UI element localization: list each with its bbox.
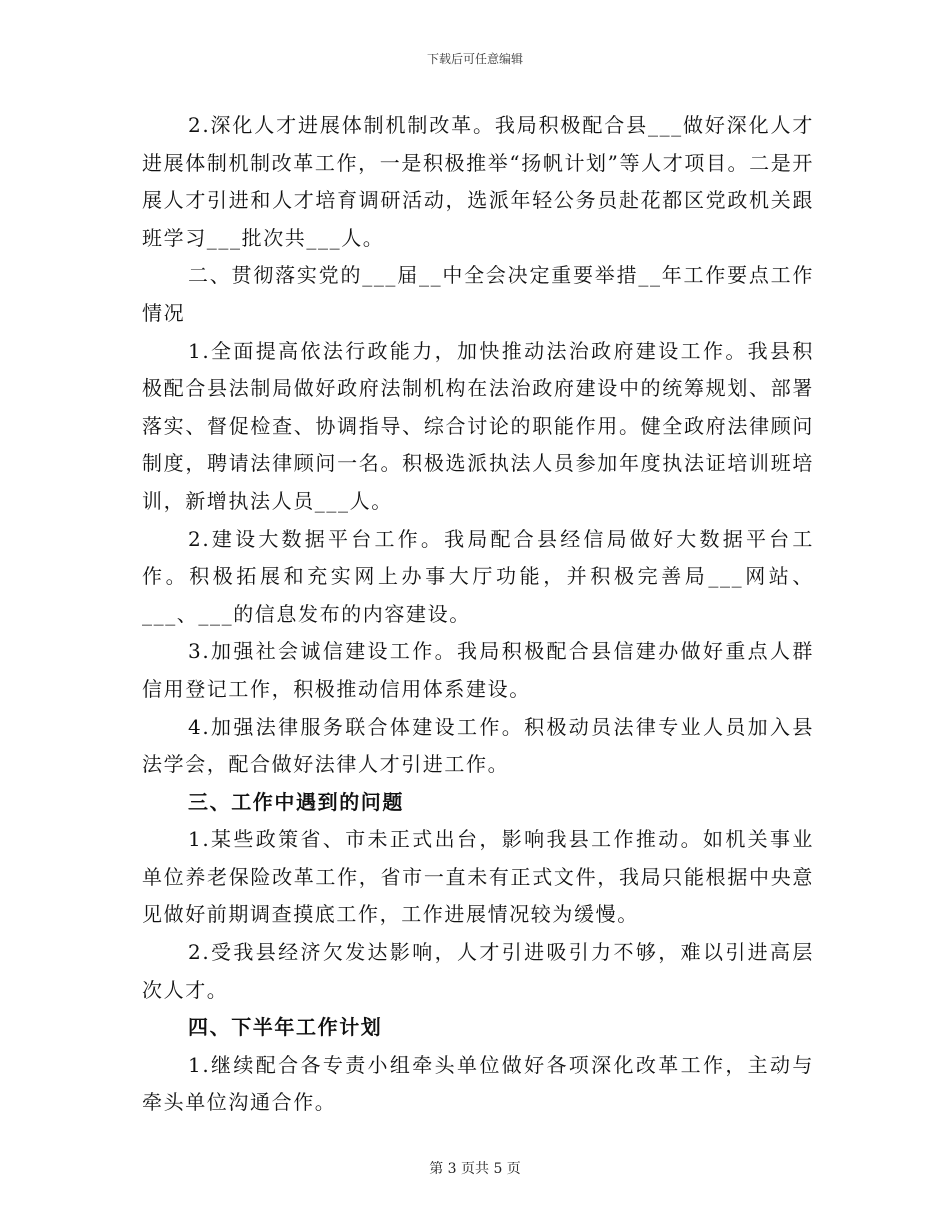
section-heading-problems: 三、工作中遇到的问题: [188, 789, 404, 814]
paragraph-social-credit: 3.加强社会诚信建设工作。我局积极配合县信建办做好重点人群信用登记工作，积极推动信用体系建设。: [142, 639, 814, 701]
section-heading-plan: 四、下半年工作计划: [188, 1015, 383, 1040]
page-header: 下载后可任意编辑: [426, 52, 523, 66]
paragraph-talent-reform: 2.深化人才进展体制机制改革。我局积极配合县___做好深化人才进展体制机制改革工作，一是积极推举“扬帆计划”等人才项目。二是开展人才引进和人才培育调研活动，选派年轻公务员赴花都区党政机关跟班学习___批次共___人。: [142, 113, 814, 250]
paragraph-policy-issue: 1.某些政策省、市未正式出台，影响我县工作推动。如机关事业单位养老保险改革工作，省市一直未有正式文件，我局只能根据中央意见做好前期调查摸底工作，工作进展情况较为缓慢。: [142, 827, 814, 927]
page-number: 第 3 页共 5 页: [429, 1161, 521, 1177]
paragraph-rule-of-law: 1.全面提高依法行政能力，加快推动法治政府建设工作。我县积极配合县法制局做好政府法制机构在法治政府建设中的统筹规划、部署落实、督促检查、协调指导、综合讨论的职能作用。健全政府法律顾问制度，聘请法律顾问一名。积极选派执法人员参加年度执法证培训班培训，新增执法人员___人。: [142, 338, 814, 513]
paragraph-legal-services: 4.加强法律服务联合体建设工作。积极动员法律专业人员加入县法学会，配合做好法律人才引进工作。: [142, 714, 814, 777]
section-heading-implementation: 二、贯彻落实党的___届__中全会决定重要举措__年工作要点工作情况: [142, 263, 814, 325]
paragraph-talent-issue: 2.受我县经济欠发达影响，人才引进吸引力不够，难以引进高层次人才。: [142, 940, 814, 1002]
paragraph-big-data-platform: 2.建设大数据平台工作。我局配合县经信局做好大数据平台工作。积极拓展和充实网上办事大厅功能，并积极完善局___网站、___、___的信息发布的内容建设。: [142, 526, 814, 626]
document-body: [142, 107, 814, 1122]
paragraph-plan-item-1: 1.继续配合各专责小组牵头单位做好各项深化改革工作，主动与牵头单位沟通合作。: [142, 1052, 814, 1115]
